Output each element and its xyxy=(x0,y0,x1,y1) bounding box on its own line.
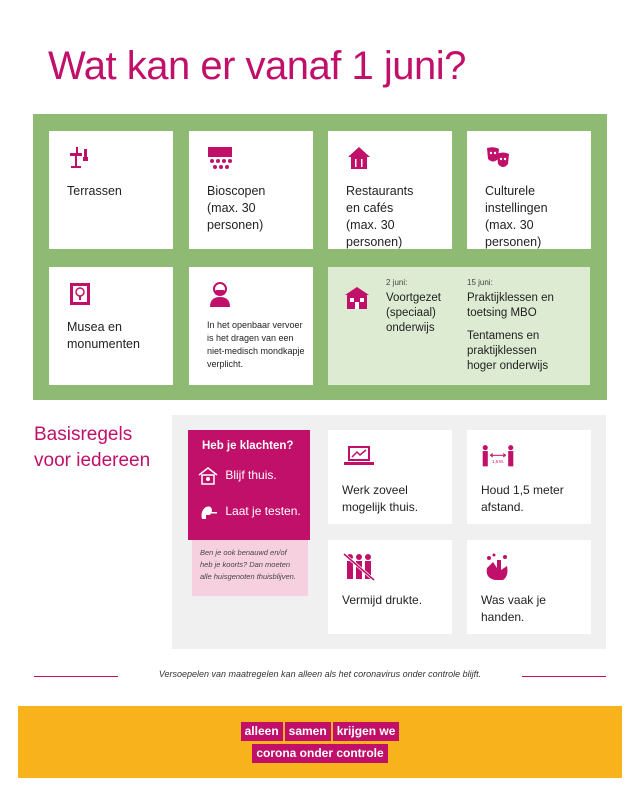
slogan-word: corona onder controle xyxy=(252,744,387,763)
theater-masks-icon xyxy=(485,145,511,171)
card-culturele xyxy=(467,131,591,249)
test-swab-icon xyxy=(198,503,218,521)
restaurant-icon xyxy=(346,145,372,171)
rule-label: Werk zoveel mogelijk thuis. xyxy=(342,483,419,514)
rule-label: Was vaak je handen. xyxy=(481,593,546,624)
tentamens-hoger-onderwijs: Tentamens en praktijklessen hoger onderwijs xyxy=(467,330,549,372)
rule-distance xyxy=(467,430,591,524)
card-label: Restaurants en cafés (max. 30 personen) xyxy=(346,184,414,249)
stay-home-row xyxy=(198,467,277,485)
terrace-icon xyxy=(67,145,93,171)
slogan-word: krijgen we xyxy=(333,722,400,741)
card-terrassen xyxy=(49,131,173,249)
card-mondkapje xyxy=(189,267,313,385)
slogan-word: samen xyxy=(285,722,331,741)
card-label: Bioscopen (max. 30 personen) xyxy=(207,184,266,232)
slogan-word: alleen xyxy=(241,722,283,741)
rule-work-home xyxy=(328,430,452,524)
school-icon xyxy=(344,285,370,311)
wash-hands-icon xyxy=(481,552,515,582)
face-mask-icon xyxy=(207,281,233,307)
basisregels-title: Basisregels voor iedereen xyxy=(34,424,151,471)
card-label: Culturele instellingen (max. 30 personen) xyxy=(485,184,548,249)
rule-label: Vermijd drukte. xyxy=(342,593,423,607)
museum-icon xyxy=(67,281,93,307)
rule-label: Houd 1,5 meter afstand. xyxy=(481,483,564,514)
card-label: In het openbaar vervoer is het dragen van een niet-medisch mondkapje verplicht. xyxy=(207,320,305,369)
page-title: Wat kan er vanaf 1 juni? xyxy=(48,44,466,88)
slogan-banner xyxy=(18,706,622,778)
laptop-icon xyxy=(342,442,376,472)
card-label: Terrassen xyxy=(67,184,122,198)
card-label: Musea en monumenten xyxy=(67,320,140,351)
footnote: Versoepelen van maatregelen kan alleen als het coronavirus onder controle blijft. xyxy=(158,669,482,679)
divider-left xyxy=(34,676,118,677)
klachten-heading: Heb je klachten? xyxy=(202,440,294,452)
test-text: Laat je testen. xyxy=(225,504,301,519)
distance-icon xyxy=(481,442,515,472)
date-2-juni: 2 juni: xyxy=(386,278,408,287)
no-crowds-icon xyxy=(342,552,376,582)
rule-avoid-crowds xyxy=(328,540,452,634)
fever-note: Ben je ook benauwd en/of heb je koorts? Dan moeten alle huisgenoten thuisblijven. xyxy=(192,540,308,596)
distance-text: 1,5 M. xyxy=(492,458,504,464)
card-restaurants xyxy=(328,131,452,249)
cinema-icon xyxy=(207,145,233,171)
card-musea xyxy=(49,267,173,385)
praktijklessen-mbo: Praktijklessen en toetsing MBO xyxy=(467,292,554,319)
slogan-line-1 xyxy=(18,722,622,741)
test-row xyxy=(198,503,301,521)
home-icon xyxy=(198,467,218,485)
klachten-box xyxy=(188,430,310,540)
date-15-juni: 15 juni: xyxy=(467,278,493,287)
rule-wash-hands xyxy=(467,540,591,634)
divider-right xyxy=(522,676,606,677)
education-card xyxy=(328,267,590,385)
stay-home-text: Blijf thuis. xyxy=(225,468,277,483)
card-bioscopen xyxy=(189,131,313,249)
voortgezet-onderwijs: Voortgezet (speciaal) onderwijs xyxy=(386,292,441,334)
slogan-line-2 xyxy=(18,744,622,763)
